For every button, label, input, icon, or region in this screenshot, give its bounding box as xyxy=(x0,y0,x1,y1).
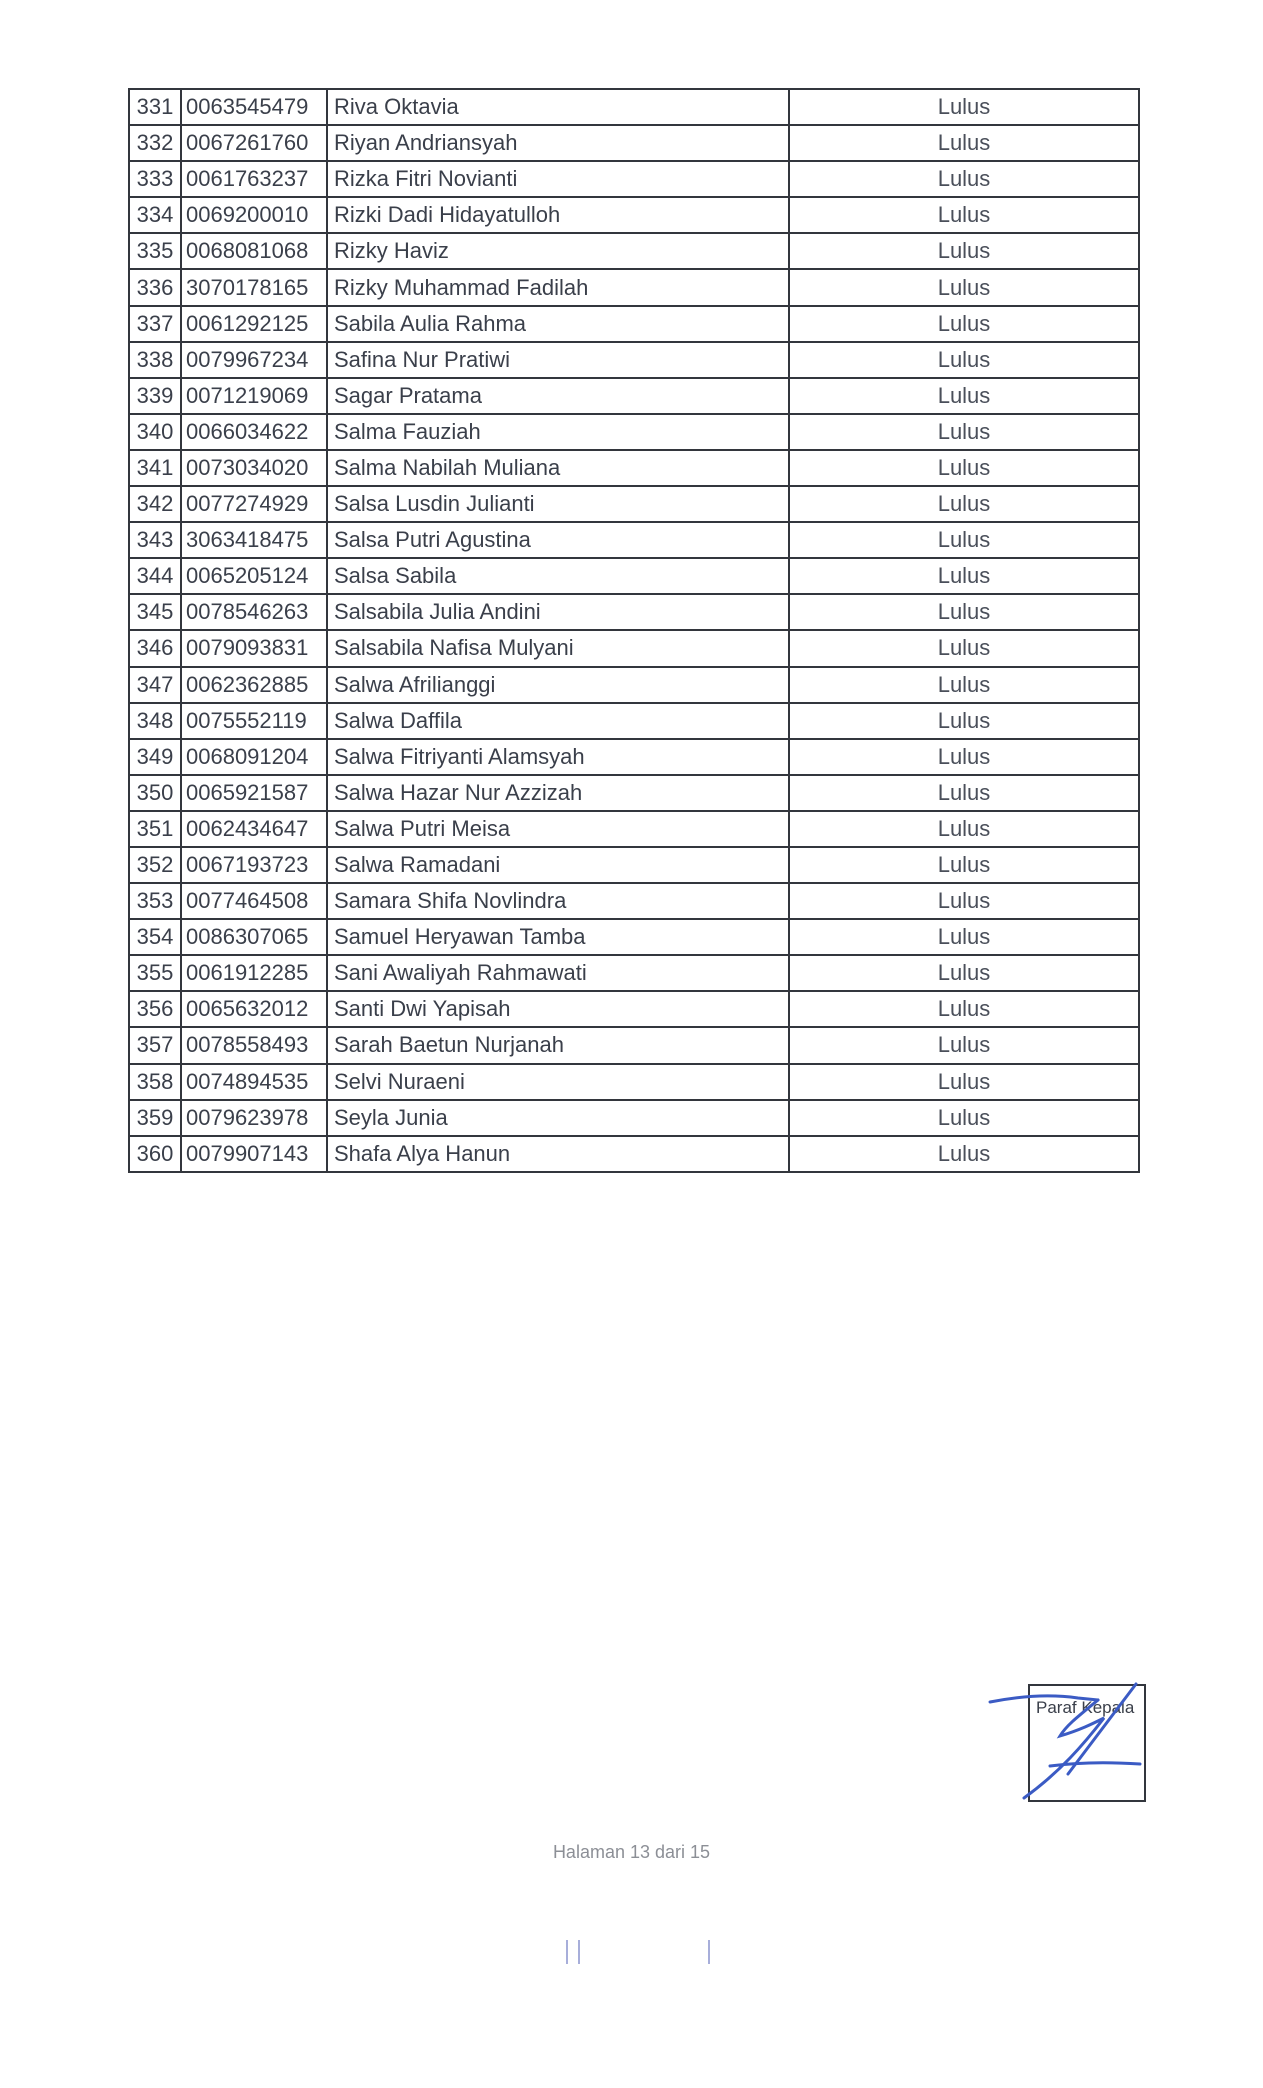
nisn-cell: 3070178165 xyxy=(181,269,327,305)
nisn-cell: 0071219069 xyxy=(181,378,327,414)
table-row xyxy=(129,450,1139,486)
row-number-cell: 352 xyxy=(129,847,181,883)
status-cell: Lulus xyxy=(789,991,1139,1027)
status-cell: Lulus xyxy=(789,955,1139,991)
nisn-cell: 0077464508 xyxy=(181,883,327,919)
table-row xyxy=(129,703,1139,739)
nisn-cell: 0074894535 xyxy=(181,1064,327,1100)
nisn-cell: 0078546263 xyxy=(181,594,327,630)
student-name-cell: Samuel Heryawan Tamba xyxy=(327,919,789,955)
page-number: Halaman 13 dari 15 xyxy=(552,1842,711,1862)
row-number-cell: 338 xyxy=(129,342,181,378)
table-row xyxy=(129,1064,1139,1100)
row-number-cell: 358 xyxy=(129,1064,181,1100)
row-number-cell: 344 xyxy=(129,558,181,594)
signature-mark xyxy=(980,1670,1160,1810)
status-cell: Lulus xyxy=(789,269,1139,305)
student-name-cell: Sagar Pratama xyxy=(327,378,789,414)
nisn-cell: 0079093831 xyxy=(181,630,327,666)
scan-mark xyxy=(708,1940,710,1964)
student-name-cell: Salsabila Julia Andini xyxy=(327,594,789,630)
student-name-cell: Riva Oktavia xyxy=(327,89,789,125)
student-name-cell: Salsa Putri Agustina xyxy=(327,522,789,558)
student-name-cell: Salma Nabilah Muliana xyxy=(327,450,789,486)
table-row xyxy=(129,883,1139,919)
student-name-cell: Rizka Fitri Novianti xyxy=(327,161,789,197)
nisn-cell: 0079623978 xyxy=(181,1100,327,1136)
status-cell: Lulus xyxy=(789,450,1139,486)
row-number-cell: 343 xyxy=(129,522,181,558)
student-name-cell: Sani Awaliyah Rahmawati xyxy=(327,955,789,991)
row-number-cell: 359 xyxy=(129,1100,181,1136)
row-number-cell: 335 xyxy=(129,233,181,269)
table-row xyxy=(129,667,1139,703)
table-row xyxy=(129,233,1139,269)
row-number-cell: 332 xyxy=(129,125,181,161)
status-cell: Lulus xyxy=(789,1064,1139,1100)
nisn-cell: 0079907143 xyxy=(181,1136,327,1172)
status-cell: Lulus xyxy=(789,667,1139,703)
status-cell: Lulus xyxy=(789,703,1139,739)
table-row xyxy=(129,378,1139,414)
status-cell: Lulus xyxy=(789,630,1139,666)
nisn-cell: 0065921587 xyxy=(181,775,327,811)
student-name-cell: Selvi Nuraeni xyxy=(327,1064,789,1100)
row-number-cell: 341 xyxy=(129,450,181,486)
nisn-cell: 0077274929 xyxy=(181,486,327,522)
row-number-cell: 336 xyxy=(129,269,181,305)
row-number-cell: 353 xyxy=(129,883,181,919)
row-number-cell: 348 xyxy=(129,703,181,739)
row-number-cell: 345 xyxy=(129,594,181,630)
table-row xyxy=(129,161,1139,197)
student-name-cell: Samara Shifa Novlindra xyxy=(327,883,789,919)
paraf-label: Paraf Kepala xyxy=(1036,1698,1135,1717)
row-number-cell: 340 xyxy=(129,414,181,450)
table-row xyxy=(129,342,1139,378)
row-number-cell: 334 xyxy=(129,197,181,233)
student-name-cell: Salwa Ramadani xyxy=(327,847,789,883)
table-row xyxy=(129,414,1139,450)
nisn-cell: 0069200010 xyxy=(181,197,327,233)
row-number-cell: 354 xyxy=(129,919,181,955)
student-name-cell: Salsa Lusdin Julianti xyxy=(327,486,789,522)
status-cell: Lulus xyxy=(789,739,1139,775)
student-name-cell: Riyan Andriansyah xyxy=(327,125,789,161)
nisn-cell: 0063545479 xyxy=(181,89,327,125)
student-name-cell: Rizki Dadi Hidayatulloh xyxy=(327,197,789,233)
table-row xyxy=(129,558,1139,594)
nisn-cell: 0078558493 xyxy=(181,1027,327,1063)
table-row xyxy=(129,89,1139,125)
table-row xyxy=(129,847,1139,883)
student-name-cell: Sabila Aulia Rahma xyxy=(327,306,789,342)
status-cell: Lulus xyxy=(789,125,1139,161)
student-name-cell: Salsabila Nafisa Mulyani xyxy=(327,630,789,666)
nisn-cell: 0066034622 xyxy=(181,414,327,450)
nisn-cell: 0075552119 xyxy=(181,703,327,739)
status-cell: Lulus xyxy=(789,1100,1139,1136)
table-row xyxy=(129,811,1139,847)
nisn-cell: 0062362885 xyxy=(181,667,327,703)
table-row xyxy=(129,306,1139,342)
nisn-cell: 0079967234 xyxy=(181,342,327,378)
nisn-cell: 0061763237 xyxy=(181,161,327,197)
nisn-cell: 0065205124 xyxy=(181,558,327,594)
status-cell: Lulus xyxy=(789,775,1139,811)
student-name-cell: Salsa Sabila xyxy=(327,558,789,594)
student-name-cell: Sarah Baetun Nurjanah xyxy=(327,1027,789,1063)
student-name-cell: Safina Nur Pratiwi xyxy=(327,342,789,378)
row-number-cell: 337 xyxy=(129,306,181,342)
student-name-cell: Rizky Muhammad Fadilah xyxy=(327,269,789,305)
row-number-cell: 347 xyxy=(129,667,181,703)
status-cell: Lulus xyxy=(789,522,1139,558)
row-number-cell: 331 xyxy=(129,89,181,125)
row-number-cell: 356 xyxy=(129,991,181,1027)
table-row xyxy=(129,991,1139,1027)
row-number-cell: 355 xyxy=(129,955,181,991)
status-cell: Lulus xyxy=(789,197,1139,233)
nisn-cell: 0086307065 xyxy=(181,919,327,955)
table-row xyxy=(129,1136,1139,1172)
row-number-cell: 357 xyxy=(129,1027,181,1063)
table-row xyxy=(129,269,1139,305)
status-cell: Lulus xyxy=(789,486,1139,522)
table-body xyxy=(129,89,1139,1172)
student-name-cell: Seyla Junia xyxy=(327,1100,789,1136)
row-number-cell: 350 xyxy=(129,775,181,811)
student-name-cell: Salma Fauziah xyxy=(327,414,789,450)
nisn-cell: 3063418475 xyxy=(181,522,327,558)
table-row xyxy=(129,594,1139,630)
status-cell: Lulus xyxy=(789,594,1139,630)
status-cell: Lulus xyxy=(789,883,1139,919)
student-name-cell: Salwa Daffila xyxy=(327,703,789,739)
status-cell: Lulus xyxy=(789,342,1139,378)
table-row xyxy=(129,125,1139,161)
status-cell: Lulus xyxy=(789,378,1139,414)
student-name-cell: Santi Dwi Yapisah xyxy=(327,991,789,1027)
status-cell: Lulus xyxy=(789,1136,1139,1172)
status-cell: Lulus xyxy=(789,161,1139,197)
nisn-cell: 0065632012 xyxy=(181,991,327,1027)
table-row xyxy=(129,197,1139,233)
student-name-cell: Salwa Hazar Nur Azzizah xyxy=(327,775,789,811)
status-cell: Lulus xyxy=(789,811,1139,847)
student-name-cell: Shafa Alya Hanun xyxy=(327,1136,789,1172)
table-row xyxy=(129,1027,1139,1063)
student-name-cell: Salwa Putri Meisa xyxy=(327,811,789,847)
row-number-cell: 346 xyxy=(129,630,181,666)
table-row xyxy=(129,486,1139,522)
student-name-cell: Rizky Haviz xyxy=(327,233,789,269)
nisn-cell: 0068081068 xyxy=(181,233,327,269)
table-row xyxy=(129,919,1139,955)
nisn-cell: 0068091204 xyxy=(181,739,327,775)
table-row xyxy=(129,522,1139,558)
row-number-cell: 339 xyxy=(129,378,181,414)
scan-mark xyxy=(578,1940,580,1964)
nisn-cell: 0067193723 xyxy=(181,847,327,883)
row-number-cell: 351 xyxy=(129,811,181,847)
nisn-cell: 0061912285 xyxy=(181,955,327,991)
table-row xyxy=(129,1100,1139,1136)
status-cell: Lulus xyxy=(789,1027,1139,1063)
status-cell: Lulus xyxy=(789,89,1139,125)
student-name-cell: Salwa Fitriyanti Alamsyah xyxy=(327,739,789,775)
status-cell: Lulus xyxy=(789,558,1139,594)
table-row xyxy=(129,630,1139,666)
nisn-cell: 0073034020 xyxy=(181,450,327,486)
nisn-cell: 0062434647 xyxy=(181,811,327,847)
row-number-cell: 342 xyxy=(129,486,181,522)
student-name-cell: Salwa Afrilianggi xyxy=(327,667,789,703)
scan-mark xyxy=(566,1940,568,1964)
status-cell: Lulus xyxy=(789,233,1139,269)
table-row xyxy=(129,775,1139,811)
row-number-cell: 349 xyxy=(129,739,181,775)
table-row xyxy=(129,739,1139,775)
nisn-cell: 0067261760 xyxy=(181,125,327,161)
table-row xyxy=(129,955,1139,991)
status-cell: Lulus xyxy=(789,414,1139,450)
graduation-results-table xyxy=(128,88,1140,1173)
nisn-cell: 0061292125 xyxy=(181,306,327,342)
row-number-cell: 360 xyxy=(129,1136,181,1172)
status-cell: Lulus xyxy=(789,919,1139,955)
row-number-cell: 333 xyxy=(129,161,181,197)
status-cell: Lulus xyxy=(789,847,1139,883)
status-cell: Lulus xyxy=(789,306,1139,342)
